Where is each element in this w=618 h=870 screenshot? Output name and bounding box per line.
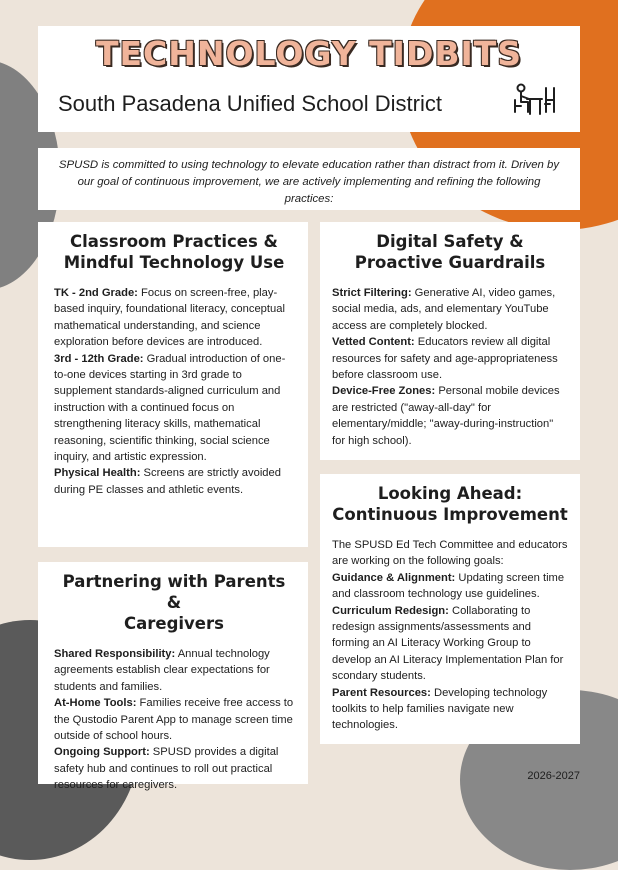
classroom-item-label: TK - 2nd Grade: bbox=[54, 287, 138, 299]
parents-item-label: Shared Responsibility: bbox=[54, 648, 176, 660]
looking-ahead-heading-line1: Looking Ahead: bbox=[377, 484, 523, 503]
parents-item-text: Families receive free access to the Qustodio Parent App to manage screen time outside of school hours. bbox=[54, 697, 294, 743]
looking-ahead-item-label: Guidance & Alignment: bbox=[332, 571, 456, 584]
school-year: 2026-2027 bbox=[527, 770, 580, 782]
looking-ahead-item-text: Developing technology toolkits to help families navigate new technologies. bbox=[332, 686, 548, 732]
parents-heading bbox=[54, 571, 294, 634]
looking-ahead-item-text: Collaborating to redesign assignments/assessments and forming an AI Literacy Working Group to develop an AI Literacy Implementation Plan for scondary students. bbox=[332, 604, 564, 683]
intro-text: SPUSD is committed to using technology to elevate education rather than distract from it. Driven by our goal of continuous improvement, we are actively implementing and refining the following practices: bbox=[58, 159, 560, 205]
parents-heading-line2: Caregivers bbox=[124, 614, 224, 633]
classroom-section bbox=[38, 222, 308, 547]
intro-box bbox=[38, 148, 580, 210]
safety-item-label: Vetted Content: bbox=[332, 336, 415, 349]
classroom-item-text: Gradual introduction of one-to-one devices starting in 3rd grade to supplement standards-aligned curriculum and instruction with a continued focus on strengthening literacy skills, mathematical reasoning, scientific thinking, social science inquiry, and artistic expression. bbox=[54, 352, 286, 464]
looking-ahead-item-text: Updating screen time and classroom technology use guidelines. bbox=[332, 571, 565, 601]
safety-item-label: Strict Filtering: bbox=[332, 287, 412, 299]
parents-item-text: SPUSD provides a digital safety hub and continues to roll out practical resources for caregivers. bbox=[54, 746, 279, 792]
safety-item bbox=[332, 383, 568, 449]
classroom-heading-line2: Mindful Technology Use bbox=[63, 253, 285, 272]
page-title: TECHNOLOGY TIDBITS bbox=[95, 34, 523, 73]
safety-item bbox=[332, 334, 568, 383]
classroom-item bbox=[54, 351, 294, 466]
classroom-item bbox=[54, 465, 294, 498]
classroom-desk-icon bbox=[512, 82, 558, 122]
safety-item bbox=[332, 285, 568, 334]
parents-item bbox=[54, 646, 294, 695]
parents-body bbox=[54, 646, 294, 794]
looking-ahead-item bbox=[332, 603, 568, 685]
parents-heading-line1: Partnering with Parents & bbox=[62, 572, 286, 612]
parents-item-label: At-Home Tools: bbox=[54, 697, 137, 710]
classroom-heading bbox=[54, 231, 294, 273]
classroom-item-label: Physical Health: bbox=[54, 467, 141, 480]
district-name: South Pasadena Unified School District bbox=[58, 91, 442, 116]
looking-ahead-section bbox=[320, 474, 580, 744]
safety-heading-line1: Digital Safety & bbox=[376, 232, 524, 251]
looking-ahead-lead: The SPUSD Ed Tech Committee and educators are working on the following goals: bbox=[332, 539, 568, 568]
looking-ahead-heading-line2: Continuous Improvement bbox=[332, 505, 568, 524]
looking-ahead-item bbox=[332, 570, 568, 603]
classroom-item bbox=[54, 285, 294, 351]
safety-item-text: Generative AI, video games, social media, ads, and elementary YouTube access are completely blocked. bbox=[332, 287, 556, 332]
classroom-heading-line1: Classroom Practices & bbox=[70, 232, 278, 251]
classroom-item-text: Focus on screen-free, play-based inquiry, foundational literacy, conceptual mathematical understanding, and science exploration before devices are introduced. bbox=[54, 287, 285, 349]
looking-ahead-item bbox=[332, 685, 568, 734]
looking-ahead-item-label: Parent Resources: bbox=[332, 686, 431, 699]
looking-ahead-heading bbox=[332, 483, 568, 525]
classroom-body bbox=[54, 285, 294, 498]
parents-item-label: Ongoing Support: bbox=[54, 746, 150, 759]
parents-item bbox=[54, 695, 294, 744]
looking-ahead-body bbox=[332, 537, 568, 734]
parents-item bbox=[54, 744, 294, 793]
looking-ahead-item-label: Curriculum Redesign: bbox=[332, 604, 449, 617]
header-box bbox=[38, 26, 580, 132]
classroom-item-text: Screens are strictly avoided during PE classes and athletic events. bbox=[54, 467, 281, 496]
parents-item-text: Annual technology agreements establish clear expectations for students and families. bbox=[54, 648, 270, 693]
parents-section bbox=[38, 562, 308, 792]
safety-item-label: Device-Free Zones: bbox=[332, 385, 436, 398]
safety-heading-line2: Proactive Guardrails bbox=[354, 253, 546, 272]
safety-item-text: Personal mobile devices are restricted ("away-all-day" for elementary/middle; "away-during-instruction" for high school). bbox=[332, 385, 560, 447]
safety-section bbox=[320, 222, 580, 460]
safety-item-text: Educators review all digital resources for safety and age-appropriateness before classroom use. bbox=[332, 336, 558, 382]
classroom-item-label: 3rd - 12th Grade: bbox=[54, 352, 144, 365]
safety-body bbox=[332, 285, 568, 449]
safety-heading bbox=[332, 231, 568, 273]
